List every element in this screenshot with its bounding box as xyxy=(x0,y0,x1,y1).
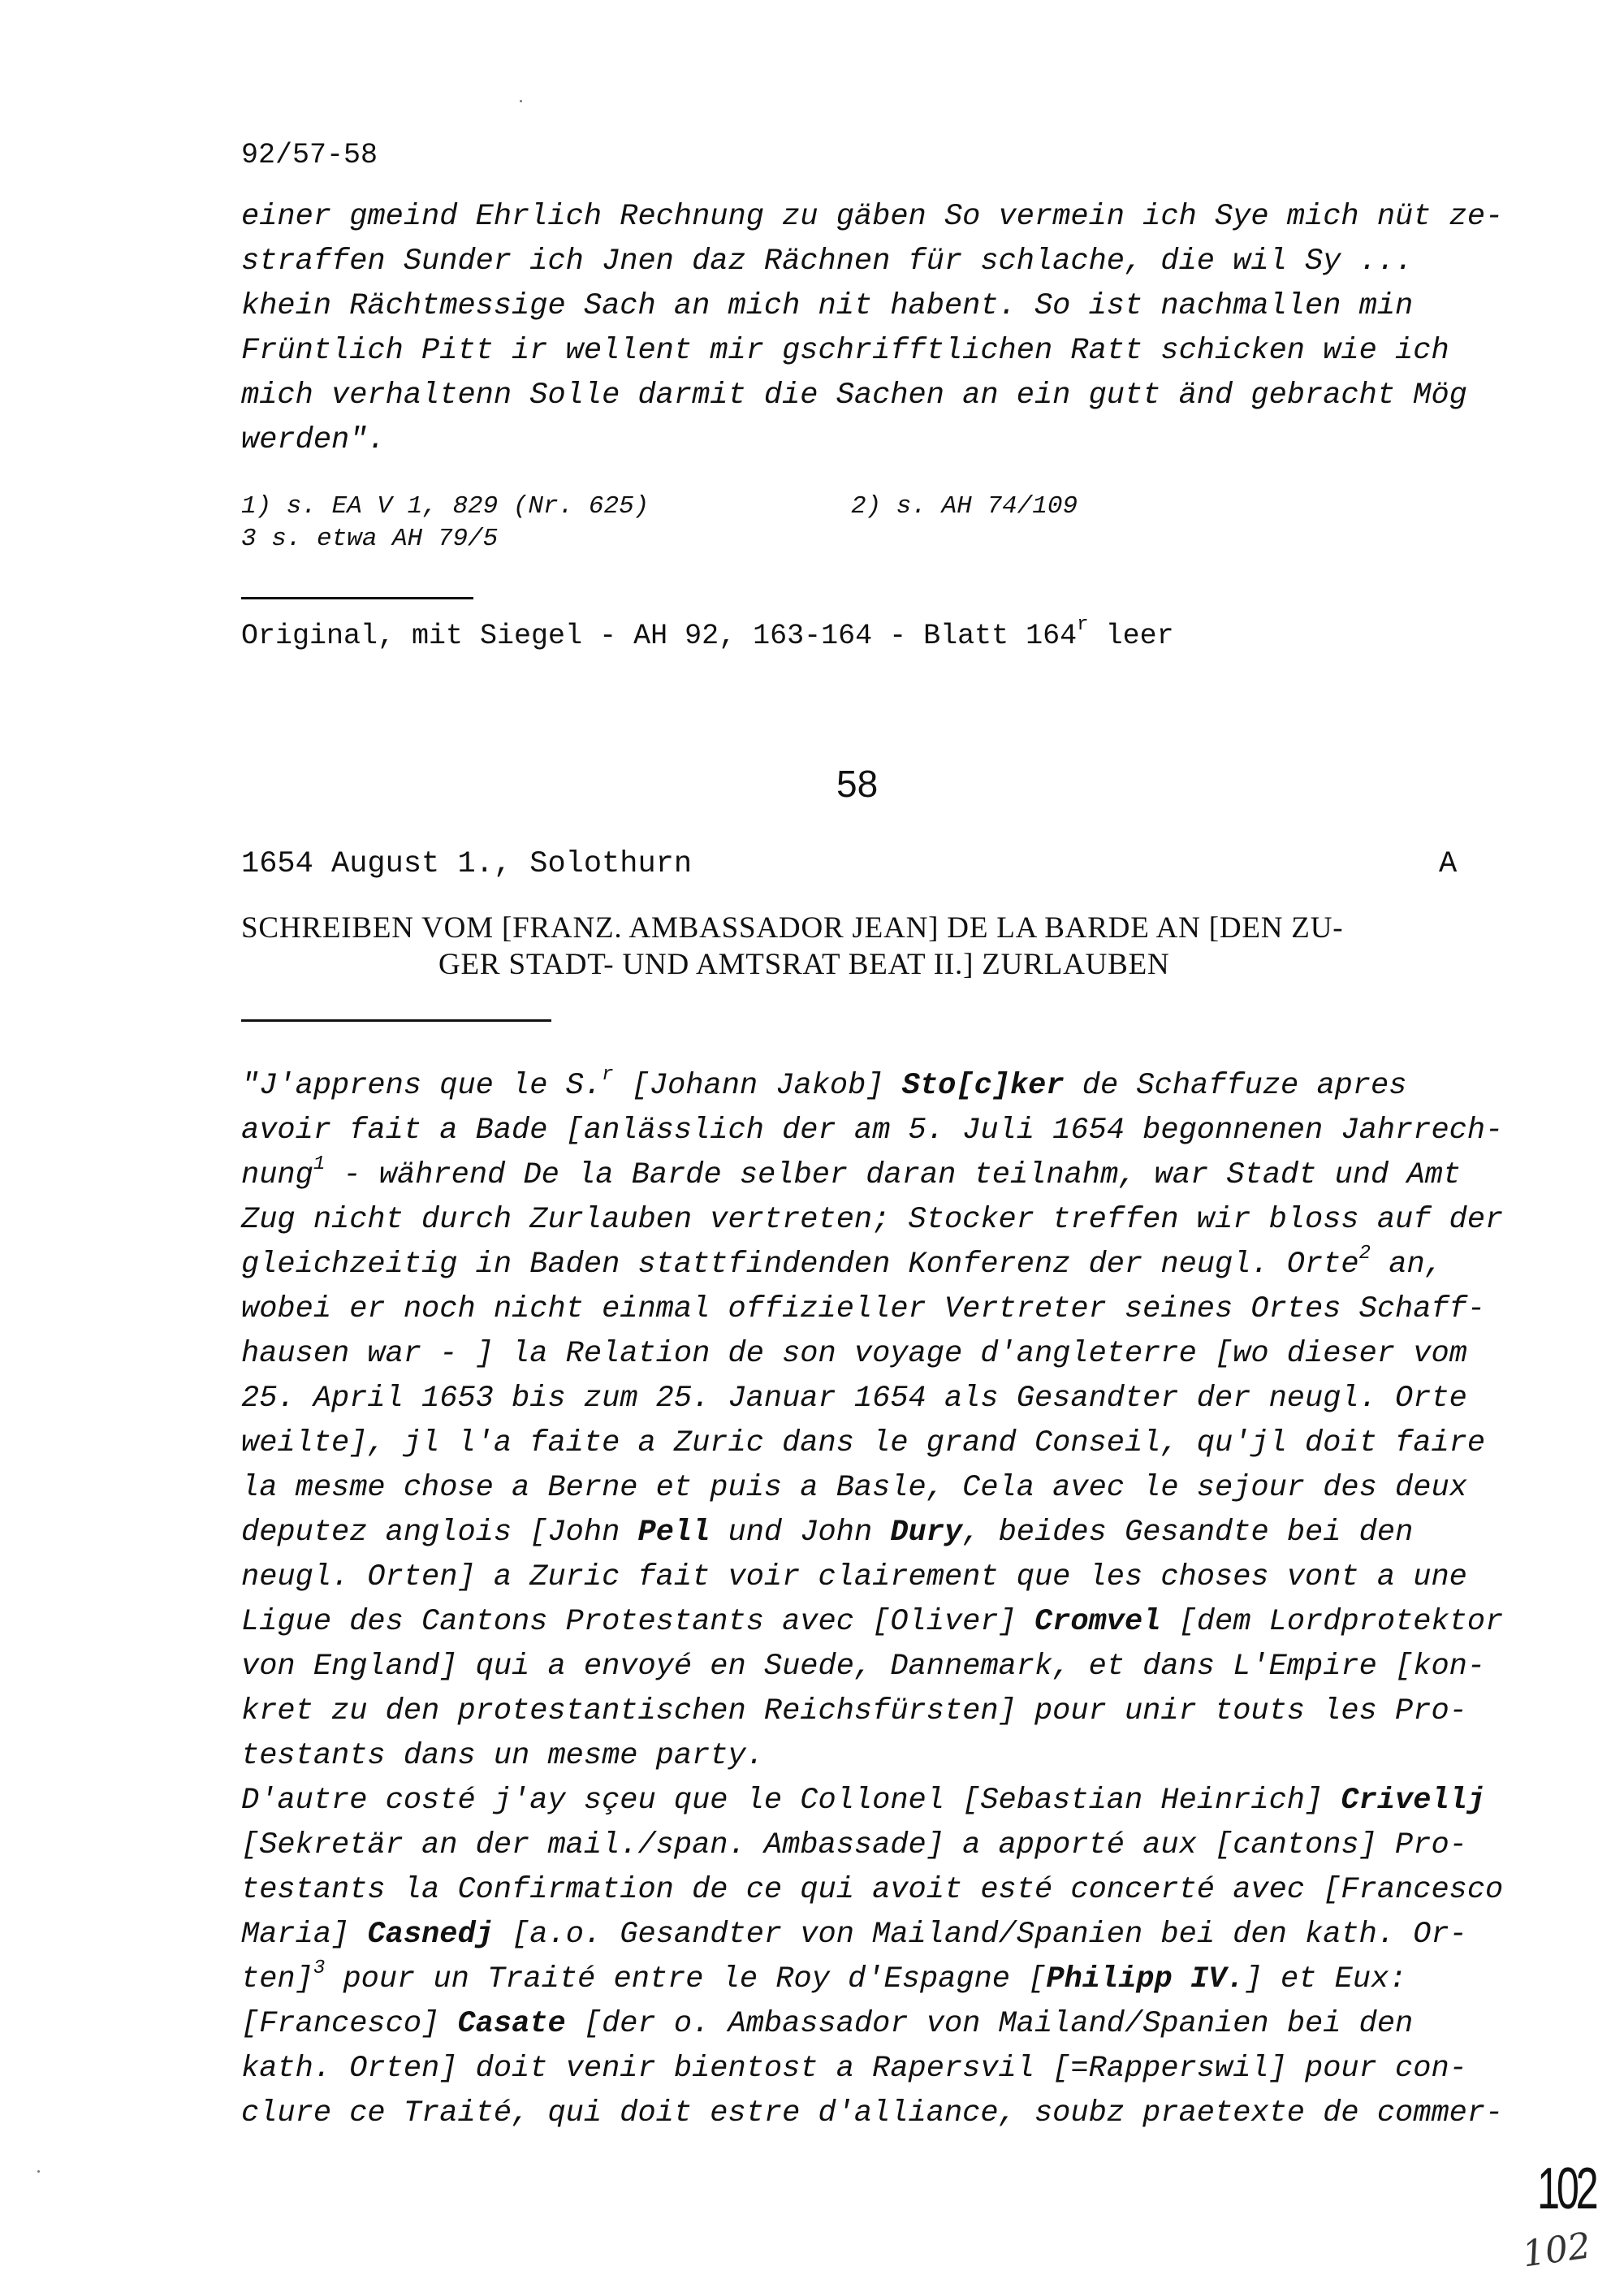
text-line: testants la Confirmation de ce qui avoit esté concerté avec [Francesco xyxy=(241,1873,1504,1907)
text-line: kath. Orten] doit venir bientost a Rapersvil [=Rapperswil] pour con- xyxy=(241,2052,1467,2086)
text-line: [Francesco] Casate [der o. Ambassador von Mailand/Spanien bei den xyxy=(241,2007,1414,2041)
text-line: nung$^1$ - während De la Barde selber daran teilnahm, war Stadt und Amt xyxy=(241,1153,1462,1192)
source-note-superscript: r xyxy=(1077,614,1089,637)
text-line: testants dans un mesme party. xyxy=(241,1739,764,1773)
source-note xyxy=(241,616,1174,656)
person-name: Dury xyxy=(890,1516,963,1550)
divider-rule xyxy=(241,597,473,599)
person-name: Cromvel xyxy=(1034,1605,1161,1639)
text-line: avoir fait a Bade [anlässlich der am 5. Juli 1654 begonnenen Jahrrech- xyxy=(241,1114,1504,1148)
text-line: gleichzeitig in Baden stattfindenden Konferenz der neugl. Orte$^2$ an, xyxy=(241,1242,1443,1282)
person-name: Philipp IV. xyxy=(1046,1962,1245,1996)
text-line: la mesme chose a Berne et puis a Basle, Cela avec le sejour des deux xyxy=(241,1471,1467,1505)
source-note-text: Original, mit Siegel - AH 92, 163-164 - Blatt 164 xyxy=(241,620,1078,652)
text-line: kret zu den protestantischen Reichsfürsten] pour unir touts les Pro- xyxy=(241,1694,1467,1728)
source-note-tail: leer xyxy=(1088,620,1174,652)
text-line: wobei er noch nicht einmal offizieller Vertreter seines Ortes Schaff- xyxy=(241,1292,1486,1326)
person-name: Pell xyxy=(637,1516,710,1550)
text-line: 25. April 1653 bis zum 25. Januar 1654 als Gesandter der neugl. Orte xyxy=(241,1382,1467,1416)
text-line: Ligue des Cantons Protestants avec [Oliver] Cromvel [dem Lordprotektor xyxy=(241,1605,1504,1639)
text-line: hausen war - ] la Relation de son voyage d'angleterre [wo dieser vom xyxy=(241,1337,1467,1371)
person-name: Crivellj xyxy=(1341,1784,1486,1818)
scan-speck xyxy=(520,100,522,102)
text-line: [Sekretär an der mail./span. Ambassade] a apporté aux [cantons] Pro- xyxy=(241,1828,1467,1862)
divider-rule xyxy=(241,1019,551,1022)
text-line: neugl. Orten] a Zuric fait voir clairement que les choses vont a une xyxy=(241,1560,1467,1594)
text-line: Maria] Casnedj [a.o. Gesandter von Mailand/Spanien bei den kath. Or- xyxy=(241,1918,1467,1952)
scan-speck xyxy=(37,2170,40,2173)
page-reference: 92/57-58 xyxy=(241,139,378,171)
archive-page-stamp: 102 xyxy=(1537,2156,1596,2221)
text-line: weilte], jl l'a faite a Zuric dans le grand Conseil, qu'jl doit faire xyxy=(241,1426,1486,1460)
text-line: D'autre costé j'ay sçeu que le Collonel [Sebastian Heinrich] Crivellj xyxy=(241,1784,1486,1818)
text-line: mich verhaltenn Solle darmit die Sachen an ein gutt änd gebracht Mög xyxy=(241,378,1467,413)
text-line: deputez anglois [John Pell und John Dury, beides Gesandte bei den xyxy=(241,1516,1414,1550)
text-line: von England] qui a envoyé en Suede, Dannemark, et dans L'Empire [kon- xyxy=(241,1650,1486,1684)
text-line: Früntlich Pitt ir wellent mir gschrifftlichen Ratt schicken wie ich xyxy=(241,334,1449,368)
text-line: Zug nicht durch Zurlauben vertreten; Stocker treffen wir bloss auf der xyxy=(241,1203,1504,1237)
dateline: 1654 August 1., Solothurn xyxy=(241,847,693,881)
person-name: Casnedj xyxy=(367,1918,494,1952)
text-line: khein Rächtmessige Sach an mich nit habent. So ist nachmallen min xyxy=(241,289,1414,323)
document-type: A xyxy=(1439,847,1458,881)
person-name: Casate xyxy=(457,2007,566,2041)
text-line: "J'apprens que le S.$^r$ [Johann Jakob] Sto[c]ker de Schaffuze apres xyxy=(241,1063,1407,1103)
text-line: straffen Sunder ich Jnen daz Rächnen für schlache, die wil Sy ... xyxy=(241,244,1414,279)
text-line: einer gmeind Ehrlich Rechnung zu gäben So vermein ich Sye mich nüt ze- xyxy=(241,200,1504,234)
person-name: Sto[c]ker xyxy=(901,1069,1065,1103)
footnote-1: 1) s. EA V 1, 829 (Nr. 625) xyxy=(241,492,650,521)
text-line: clure ce Traité, qui doit estre d'alliance, soubz praetexte de commer- xyxy=(241,2096,1504,2130)
document-heading-line-1: SCHREIBEN VOM [FRANZ. AMBASSADOR JEAN] DE LA BARDE AN [DEN ZU- xyxy=(241,911,1344,945)
document-heading-line-2: GER STADT- UND AMTSRAT BEAT II.] ZURLAUBEN xyxy=(438,948,1170,981)
footnote-2: 2) s. AH 74/109 xyxy=(851,492,1078,521)
text-line: werden". xyxy=(241,423,386,457)
pencil-page-note: 102 xyxy=(1519,2225,1594,2276)
footnote-3: 3 s. etwa AH 79/5 xyxy=(241,525,499,553)
text-line: ten]$^3$ pour un Traité entre le Roy d'Espagne [Philipp IV.] et Eux: xyxy=(241,1957,1407,1996)
document-number: 58 xyxy=(836,763,879,805)
